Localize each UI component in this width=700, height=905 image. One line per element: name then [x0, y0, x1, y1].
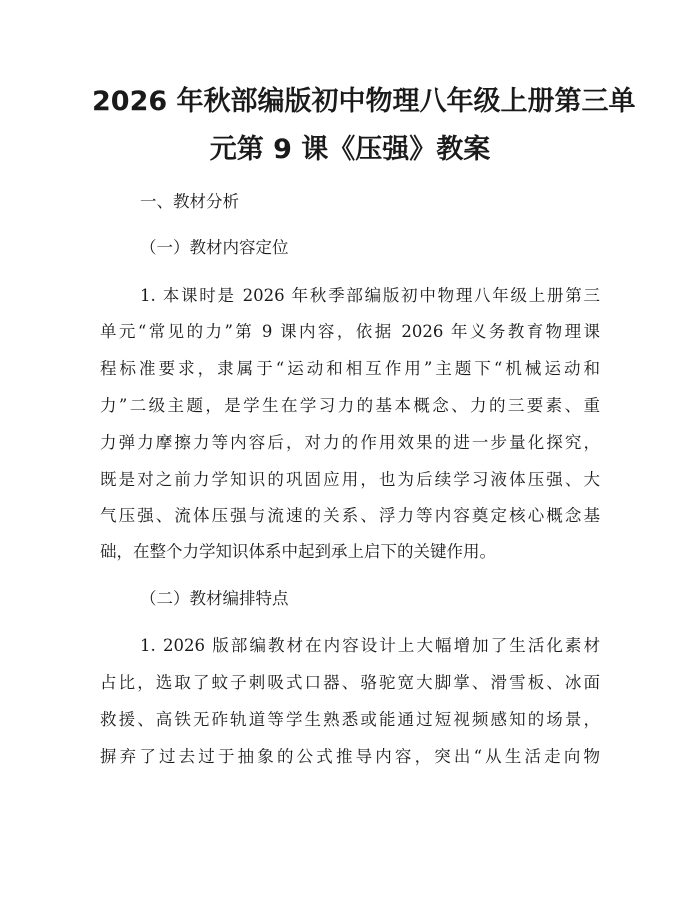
paragraph-1-line: 既是对之前力学知识的巩固应用，也为后续学习液体压强、大 — [100, 470, 600, 489]
paragraph-2-line: 摒弃了过去过于抽象的公式推导内容，突出“从生活走向物 — [100, 747, 600, 766]
subsection-heading-content-positioning: （一）教材内容定位 — [140, 238, 289, 257]
paragraph-1-line: 程标准要求，隶属于“运动和相互作用”主题下“机械运动和 — [100, 359, 600, 378]
document-title-line-1: 2026 年秋部编版初中物理八年级上册第三单 — [92, 86, 636, 117]
paragraph-2-line: 占比，选取了蚊子刺吸式口器、骆驼宽大脚掌、滑雪板、冰面 — [100, 673, 600, 692]
paragraph-1-line: 单元“常见的力”第 9 课内容，依据 2026 年义务教育物理课 — [100, 322, 600, 341]
subsection-heading-arrangement-features: （二）教材编排特点 — [140, 589, 289, 608]
paragraph-1-line: 力”二级主题，是学生在学习力的基本概念、力的三要素、重 — [100, 396, 600, 415]
paragraph-1-line: 1. 本课时是 2026 年秋季部编版初中物理八年级上册第三 — [140, 286, 600, 305]
paragraph-2-line: 1. 2026 版部编教材在内容设计上大幅增加了生活化素材 — [140, 636, 600, 655]
section-heading-textbook-analysis: 一、教材分析 — [140, 192, 239, 211]
paragraph-1-line: 气压强、流体压强与流速的关系、浮力等内容奠定核心概念基 — [100, 506, 600, 525]
document-title-line-2: 元第 9 课《压强》教案 — [209, 134, 491, 165]
paragraph-2-line: 救援、高铁无砟轨道等学生熟悉或能通过短视频感知的场景， — [100, 710, 600, 729]
paragraph-1-line: 力弹力摩擦力等内容后，对力的作用效果的进一步量化探究， — [100, 433, 600, 452]
paragraph-1-line: 础，在整个力学知识体系中起到承上启下的关键作用。 — [100, 542, 496, 561]
